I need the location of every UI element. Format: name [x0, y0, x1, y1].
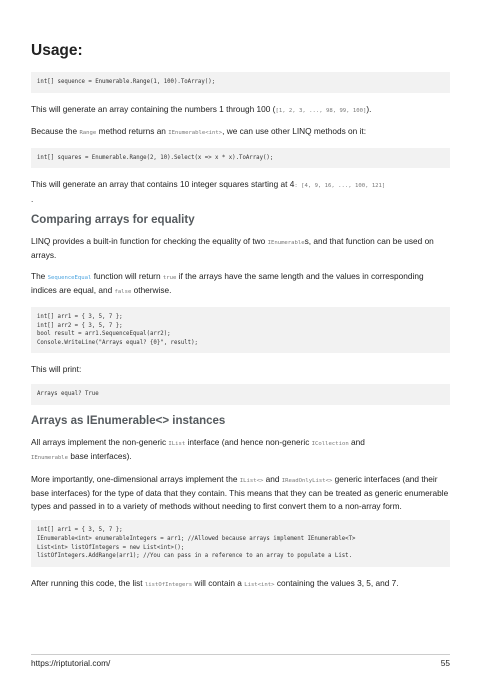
paragraph-range-result: This will generate an array containing the numbers 1 through 100 ([1, 2, 3, ..., 98, 99, 100]). [31, 103, 372, 114]
inline-code: : [4, 9, 16, ..., 100, 121] [294, 183, 386, 190]
code-block-squares: int[] squares = Enumerable.Range(2, 10).Select(x => x * x).ToArray(); [31, 148, 450, 169]
page-content [31, 42, 450, 599]
inline-code: Range [79, 130, 97, 137]
inline-code: IList<> [239, 477, 264, 484]
code-block-ienumerable: int[] arr1 = { 3, 5, 7 }; IEnumerable<int> enumerableIntegers = arr1; //Allowed because arrays implement IEnumerable<T> List<int> listOfIntegers = new List<int>(); listOfIntegers.AddRange(arr1); //You can pass in a reference to an array to populate a List. [31, 520, 450, 566]
page-title: Usage: [31, 42, 83, 59]
code-block-sequence-equal: int[] arr1 = { 3, 5, 7 }; int[] arr2 = { 3, 5, 7 }; bool result = arr1.SequenceEqual(arr2); Console.WriteLine("Arrays equal? {0}", result); [31, 307, 450, 353]
code-block-range: int[] sequence = Enumerable.Range(1, 100).ToArray(); [31, 72, 450, 93]
page-footer [31, 654, 450, 668]
footer-url-link[interactable]: https://riptutorial.com/ [31, 658, 111, 668]
inline-code: IReadOnlyList<> [281, 477, 333, 484]
inline-code: IEnumerable<int> [168, 130, 223, 137]
paragraph-will-print: This will print: [31, 364, 82, 375]
inline-code: [1, 2, 3, ..., 98, 99, 100] [275, 107, 367, 114]
inline-code: List<int> [244, 581, 275, 588]
code-block-output: Arrays equal? True [31, 384, 450, 405]
inline-code: listOfIntegers [144, 581, 193, 588]
paragraph-ilist: All arrays implement the non-generic IList interface (and hence non-generic ICollection and IEnumerable base interfaces). [31, 436, 365, 462]
inline-code: ICollection [311, 440, 349, 447]
paragraph-list-result: After running this code, the list listOfIntegers will contain a List<int> containing the values 3, 5, and 7. [31, 577, 399, 588]
page-number: 55 [440, 658, 450, 668]
inline-code: IEnumerable [267, 239, 305, 246]
inline-code: false [114, 289, 132, 296]
inline-code: IList [168, 440, 186, 447]
paragraph-range-method: Because the Range method returns an IEnumerable<int>, we can use other LINQ methods on it: [31, 126, 367, 137]
inline-code: true [162, 274, 177, 281]
paragraph-sequence-equal: The SequenceEqual function will return true if the arrays have the same length and the values in corresponding indices are equal, and false otherwise. [31, 270, 424, 296]
paragraph-squares-result: This will generate an array that contains 10 integer squares starting at 4: [4, 9, 16, ..., 100, 121] . [31, 179, 386, 204]
inline-code: IEnumerable [31, 455, 69, 462]
sequence-equal-link[interactable]: SequenceEqual [47, 274, 92, 281]
paragraph-linq-equality: LINQ provides a built-in function for checking the equality of two IEnumerables, and that function can be used on arrays. [31, 235, 434, 261]
paragraph-generic-interfaces: More importantly, one-dimensional arrays implement the IList<> and IReadOnlyList<> generic interfaces (and their base interfaces) for the type of data that they contain. This means that they can be treated as generic enumerable types and passed in to a variety of methods without needing to first convert them to a non-array form. [31, 473, 449, 511]
section-heading-ienumerable: Arrays as IEnumerable<> instances [31, 414, 226, 427]
section-heading-comparing: Comparing arrays for equality [31, 213, 195, 226]
